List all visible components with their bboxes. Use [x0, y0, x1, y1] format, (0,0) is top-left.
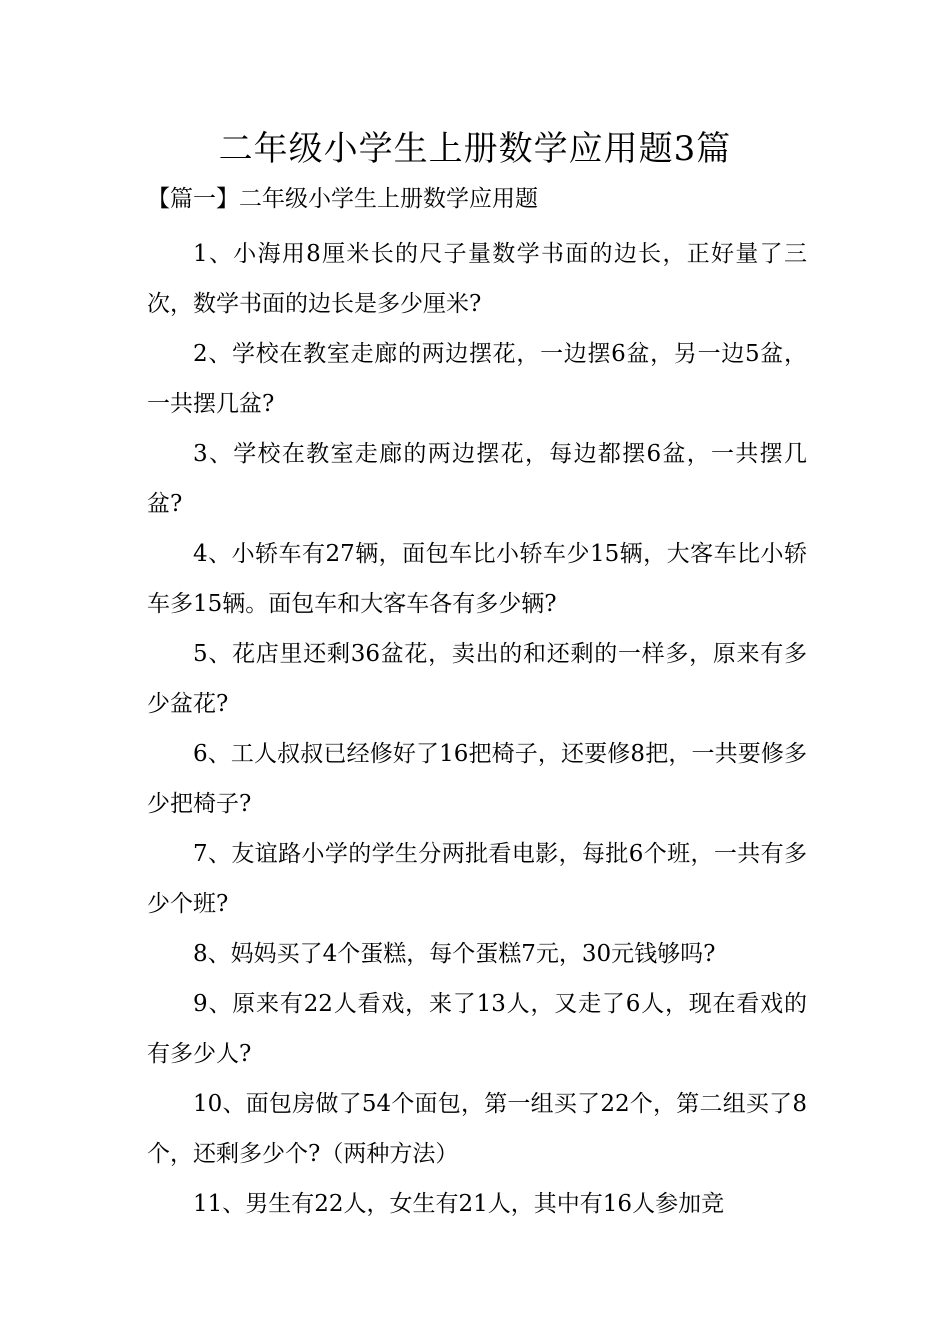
- question-item-8: 8、妈妈买了4个蛋糕，每个蛋糕7元，30元钱够吗?: [193, 941, 716, 967]
- question-item-4: 4、小轿车有27辆，面包车比小轿车少15辆，大客车比小轿车多15辆。面包车和大客车各有多少辆?: [147, 541, 807, 617]
- question-item-6: 6、工人叔叔已经修好了16把椅子，还要修8把，一共要修多少把椅子?: [147, 741, 807, 817]
- section-heading: 【篇一】二年级小学生上册数学应用题: [147, 186, 538, 212]
- question-item-7: 7、友谊路小学的学生分两批看电影，每批6个班，一共有多少个班?: [147, 841, 807, 917]
- question-item-3: 3、学校在教室走廊的两边摆花，每边都摆6盆，一共摆几盆?: [147, 441, 807, 517]
- document-title: 二年级小学生上册数学应用题3篇: [218, 129, 732, 169]
- question-item-9: 9、原来有22人看戏，来了13人，又走了6人，现在看戏的有多少人?: [147, 991, 807, 1067]
- question-item-5: 5、花店里还剩36盆花，卖出的和还剩的一样多，原来有多少盆花?: [147, 641, 807, 717]
- question-item-2: 2、学校在教室走廊的两边摆花，一边摆6盆，另一边5盆，一共摆几盆?: [147, 341, 807, 417]
- question-item-10: 10、面包房做了54个面包，第一组买了22个，第二组买了8个，还剩多少个?（两种方法）: [147, 1091, 807, 1167]
- question-item-11: 11、男生有22人，女生有21人，其中有16人参加竞: [193, 1191, 725, 1217]
- question-list: [147, 229, 807, 1229]
- question-item-1: 1、小海用8厘米长的尺子量数学书面的边长，正好量了三次，数学书面的边长是多少厘米?: [147, 241, 807, 317]
